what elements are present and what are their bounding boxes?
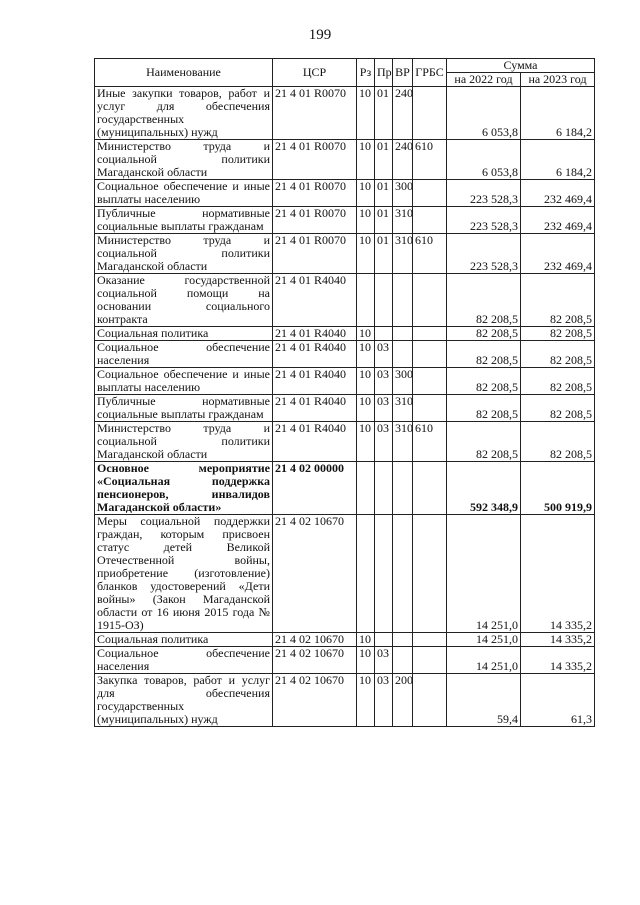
cell-sum-2023: 82 208,5 bbox=[521, 395, 595, 422]
cell-csr: 21 4 01 R4040 bbox=[273, 327, 357, 341]
cell-sum-2022: 14 251,0 bbox=[447, 633, 521, 647]
cell-grbs: 610 bbox=[413, 422, 447, 462]
cell-grbs bbox=[413, 647, 447, 674]
cell-sum-2022: 82 208,5 bbox=[447, 368, 521, 395]
cell-grbs bbox=[413, 180, 447, 207]
cell-sum-2022: 82 208,5 bbox=[447, 422, 521, 462]
cell-csr: 21 4 01 R4040 bbox=[273, 368, 357, 395]
table-row bbox=[95, 674, 595, 727]
cell-pr: 03 bbox=[375, 422, 393, 462]
cell-pr: 01 bbox=[375, 140, 393, 180]
cell-pr: 03 bbox=[375, 368, 393, 395]
cell-sum-2023: 14 335,2 bbox=[521, 647, 595, 674]
cell-name: Социальное обеспечение населения bbox=[95, 341, 273, 368]
cell-rz: 10 bbox=[357, 87, 375, 140]
cell-vr bbox=[393, 327, 413, 341]
cell-sum-2023: 6 184,2 bbox=[521, 140, 595, 180]
cell-csr: 21 4 01 R0070 bbox=[273, 207, 357, 234]
header-row bbox=[95, 59, 595, 73]
cell-rz: 10 bbox=[357, 327, 375, 341]
cell-vr bbox=[393, 274, 413, 327]
cell-sum-2023: 232 469,4 bbox=[521, 180, 595, 207]
cell-grbs: 610 bbox=[413, 234, 447, 274]
cell-sum-2022: 59,4 bbox=[447, 674, 521, 727]
cell-vr: 200 bbox=[393, 674, 413, 727]
cell-vr bbox=[393, 633, 413, 647]
cell-csr: 21 4 01 R0070 bbox=[273, 87, 357, 140]
cell-grbs bbox=[413, 327, 447, 341]
cell-csr: 21 4 02 10670 bbox=[273, 674, 357, 727]
table-row bbox=[95, 87, 595, 140]
table-row bbox=[95, 180, 595, 207]
cell-rz bbox=[357, 515, 375, 633]
cell-grbs bbox=[413, 633, 447, 647]
cell-vr: 240 bbox=[393, 140, 413, 180]
cell-grbs bbox=[413, 674, 447, 727]
cell-pr: 03 bbox=[375, 341, 393, 368]
cell-rz: 10 bbox=[357, 647, 375, 674]
table-row bbox=[95, 341, 595, 368]
table-row bbox=[95, 368, 595, 395]
cell-vr bbox=[393, 341, 413, 368]
cell-csr: 21 4 01 R4040 bbox=[273, 274, 357, 327]
table-row bbox=[95, 647, 595, 674]
cell-name: Социальное обеспечение и иные выплаты населению bbox=[95, 180, 273, 207]
cell-vr: 240 bbox=[393, 87, 413, 140]
cell-csr: 21 4 02 10670 bbox=[273, 647, 357, 674]
cell-rz: 10 bbox=[357, 207, 375, 234]
cell-grbs bbox=[413, 395, 447, 422]
table-row bbox=[95, 633, 595, 647]
cell-csr: 21 4 01 R4040 bbox=[273, 341, 357, 368]
cell-rz: 10 bbox=[357, 395, 375, 422]
cell-sum-2023: 232 469,4 bbox=[521, 207, 595, 234]
budget-table bbox=[94, 58, 595, 727]
header-year-2022: на 2022 год bbox=[447, 73, 521, 87]
cell-csr: 21 4 02 10670 bbox=[273, 515, 357, 633]
cell-sum-2023: 61,3 bbox=[521, 674, 595, 727]
cell-pr: 01 bbox=[375, 234, 393, 274]
table-row bbox=[95, 422, 595, 462]
table-row bbox=[95, 274, 595, 327]
cell-sum-2022: 223 528,3 bbox=[447, 180, 521, 207]
cell-name: Меры социальной поддержки граждан, которым присвоен статус детей Великой Отечественной войны, приобретение (изготовление) бланков удостоверений «Дети войны» (Закон Магаданской области от 16 июня 2015 года № 1915-ОЗ) bbox=[95, 515, 273, 633]
cell-name: Закупка товаров, работ и услуг для обеспечения государственных (муниципальных) нужд bbox=[95, 674, 273, 727]
cell-vr: 310 bbox=[393, 395, 413, 422]
cell-sum-2023: 82 208,5 bbox=[521, 274, 595, 327]
cell-pr: 01 bbox=[375, 180, 393, 207]
cell-pr bbox=[375, 327, 393, 341]
cell-grbs bbox=[413, 462, 447, 515]
cell-name: Публичные нормативные социальные выплаты гражданам bbox=[95, 207, 273, 234]
cell-grbs: 610 bbox=[413, 140, 447, 180]
cell-pr: 03 bbox=[375, 647, 393, 674]
cell-csr: 21 4 01 R0070 bbox=[273, 234, 357, 274]
cell-vr: 310 bbox=[393, 422, 413, 462]
cell-grbs bbox=[413, 515, 447, 633]
cell-csr: 21 4 01 R4040 bbox=[273, 422, 357, 462]
cell-vr bbox=[393, 462, 413, 515]
cell-sum-2023: 82 208,5 bbox=[521, 368, 595, 395]
cell-rz: 10 bbox=[357, 180, 375, 207]
cell-csr: 21 4 01 R0070 bbox=[273, 140, 357, 180]
cell-sum-2022: 82 208,5 bbox=[447, 327, 521, 341]
cell-grbs bbox=[413, 87, 447, 140]
header-csr: ЦСР bbox=[273, 59, 357, 87]
cell-rz: 10 bbox=[357, 422, 375, 462]
cell-rz: 10 bbox=[357, 234, 375, 274]
cell-sum-2022: 82 208,5 bbox=[447, 395, 521, 422]
cell-sum-2022: 82 208,5 bbox=[447, 274, 521, 327]
cell-csr: 21 4 01 R4040 bbox=[273, 395, 357, 422]
cell-sum-2022: 592 348,9 bbox=[447, 462, 521, 515]
header-rz: Рз bbox=[357, 59, 375, 87]
cell-name: Иные закупки товаров, работ и услуг для обеспечения государственных (муниципальных) нужд bbox=[95, 87, 273, 140]
cell-vr: 300 bbox=[393, 180, 413, 207]
cell-name: Министерство труда и социальной политики Магаданской области bbox=[95, 422, 273, 462]
table-row bbox=[95, 234, 595, 274]
cell-rz bbox=[357, 462, 375, 515]
header-year-2023: на 2023 год bbox=[521, 73, 595, 87]
cell-sum-2022: 6 053,8 bbox=[447, 87, 521, 140]
table-row bbox=[95, 395, 595, 422]
cell-csr: 21 4 02 00000 bbox=[273, 462, 357, 515]
cell-sum-2022: 6 053,8 bbox=[447, 140, 521, 180]
cell-rz bbox=[357, 274, 375, 327]
cell-sum-2023: 82 208,5 bbox=[521, 327, 595, 341]
cell-vr: 300 bbox=[393, 368, 413, 395]
cell-name: Министерство труда и социальной политики Магаданской области bbox=[95, 140, 273, 180]
cell-vr bbox=[393, 647, 413, 674]
cell-sum-2023: 14 335,2 bbox=[521, 515, 595, 633]
cell-name: Основное мероприятие «Социальная поддержка пенсионеров, инвалидов Магаданской области» bbox=[95, 462, 273, 515]
cell-grbs bbox=[413, 368, 447, 395]
cell-name: Социальное обеспечение и иные выплаты населению bbox=[95, 368, 273, 395]
cell-pr: 03 bbox=[375, 674, 393, 727]
cell-rz: 10 bbox=[357, 368, 375, 395]
cell-rz: 10 bbox=[357, 140, 375, 180]
cell-pr bbox=[375, 462, 393, 515]
header-pr: Пр bbox=[375, 59, 393, 87]
cell-csr: 21 4 02 10670 bbox=[273, 633, 357, 647]
cell-sum-2022: 223 528,3 bbox=[447, 207, 521, 234]
cell-grbs bbox=[413, 207, 447, 234]
table-row bbox=[95, 140, 595, 180]
cell-sum-2023: 14 335,2 bbox=[521, 633, 595, 647]
table-row bbox=[95, 327, 595, 341]
cell-rz: 10 bbox=[357, 633, 375, 647]
header-grbs: ГРБС bbox=[413, 59, 447, 87]
cell-sum-2022: 14 251,0 bbox=[447, 647, 521, 674]
table-row bbox=[95, 207, 595, 234]
cell-sum-2022: 223 528,3 bbox=[447, 234, 521, 274]
cell-sum-2022: 82 208,5 bbox=[447, 341, 521, 368]
cell-vr: 310 bbox=[393, 207, 413, 234]
cell-sum-2023: 500 919,9 bbox=[521, 462, 595, 515]
cell-rz: 10 bbox=[357, 341, 375, 368]
cell-name: Социальная политика bbox=[95, 327, 273, 341]
cell-pr: 01 bbox=[375, 87, 393, 140]
cell-name: Министерство труда и социальной политики Магаданской области bbox=[95, 234, 273, 274]
cell-name: Оказание государственной социальной помощи на основании социального контракта bbox=[95, 274, 273, 327]
table-row bbox=[95, 515, 595, 633]
cell-sum-2022: 14 251,0 bbox=[447, 515, 521, 633]
page-number: 199 bbox=[308, 27, 332, 43]
cell-name: Публичные нормативные социальные выплаты гражданам bbox=[95, 395, 273, 422]
header-name: Наименование bbox=[95, 59, 273, 87]
cell-grbs bbox=[413, 274, 447, 327]
cell-pr: 03 bbox=[375, 395, 393, 422]
cell-sum-2023: 232 469,4 bbox=[521, 234, 595, 274]
cell-name: Социальная политика bbox=[95, 633, 273, 647]
cell-sum-2023: 6 184,2 bbox=[521, 87, 595, 140]
cell-sum-2023: 82 208,5 bbox=[521, 422, 595, 462]
cell-pr bbox=[375, 515, 393, 633]
table-row bbox=[95, 462, 595, 515]
cell-pr bbox=[375, 633, 393, 647]
header-sum: Сумма bbox=[447, 59, 595, 73]
cell-vr bbox=[393, 515, 413, 633]
cell-grbs bbox=[413, 341, 447, 368]
cell-name: Социальное обеспечение населения bbox=[95, 647, 273, 674]
cell-sum-2023: 82 208,5 bbox=[521, 341, 595, 368]
cell-pr: 01 bbox=[375, 207, 393, 234]
cell-csr: 21 4 01 R0070 bbox=[273, 180, 357, 207]
cell-pr bbox=[375, 274, 393, 327]
cell-rz: 10 bbox=[357, 674, 375, 727]
cell-vr: 310 bbox=[393, 234, 413, 274]
header-vr: ВР bbox=[393, 59, 413, 87]
